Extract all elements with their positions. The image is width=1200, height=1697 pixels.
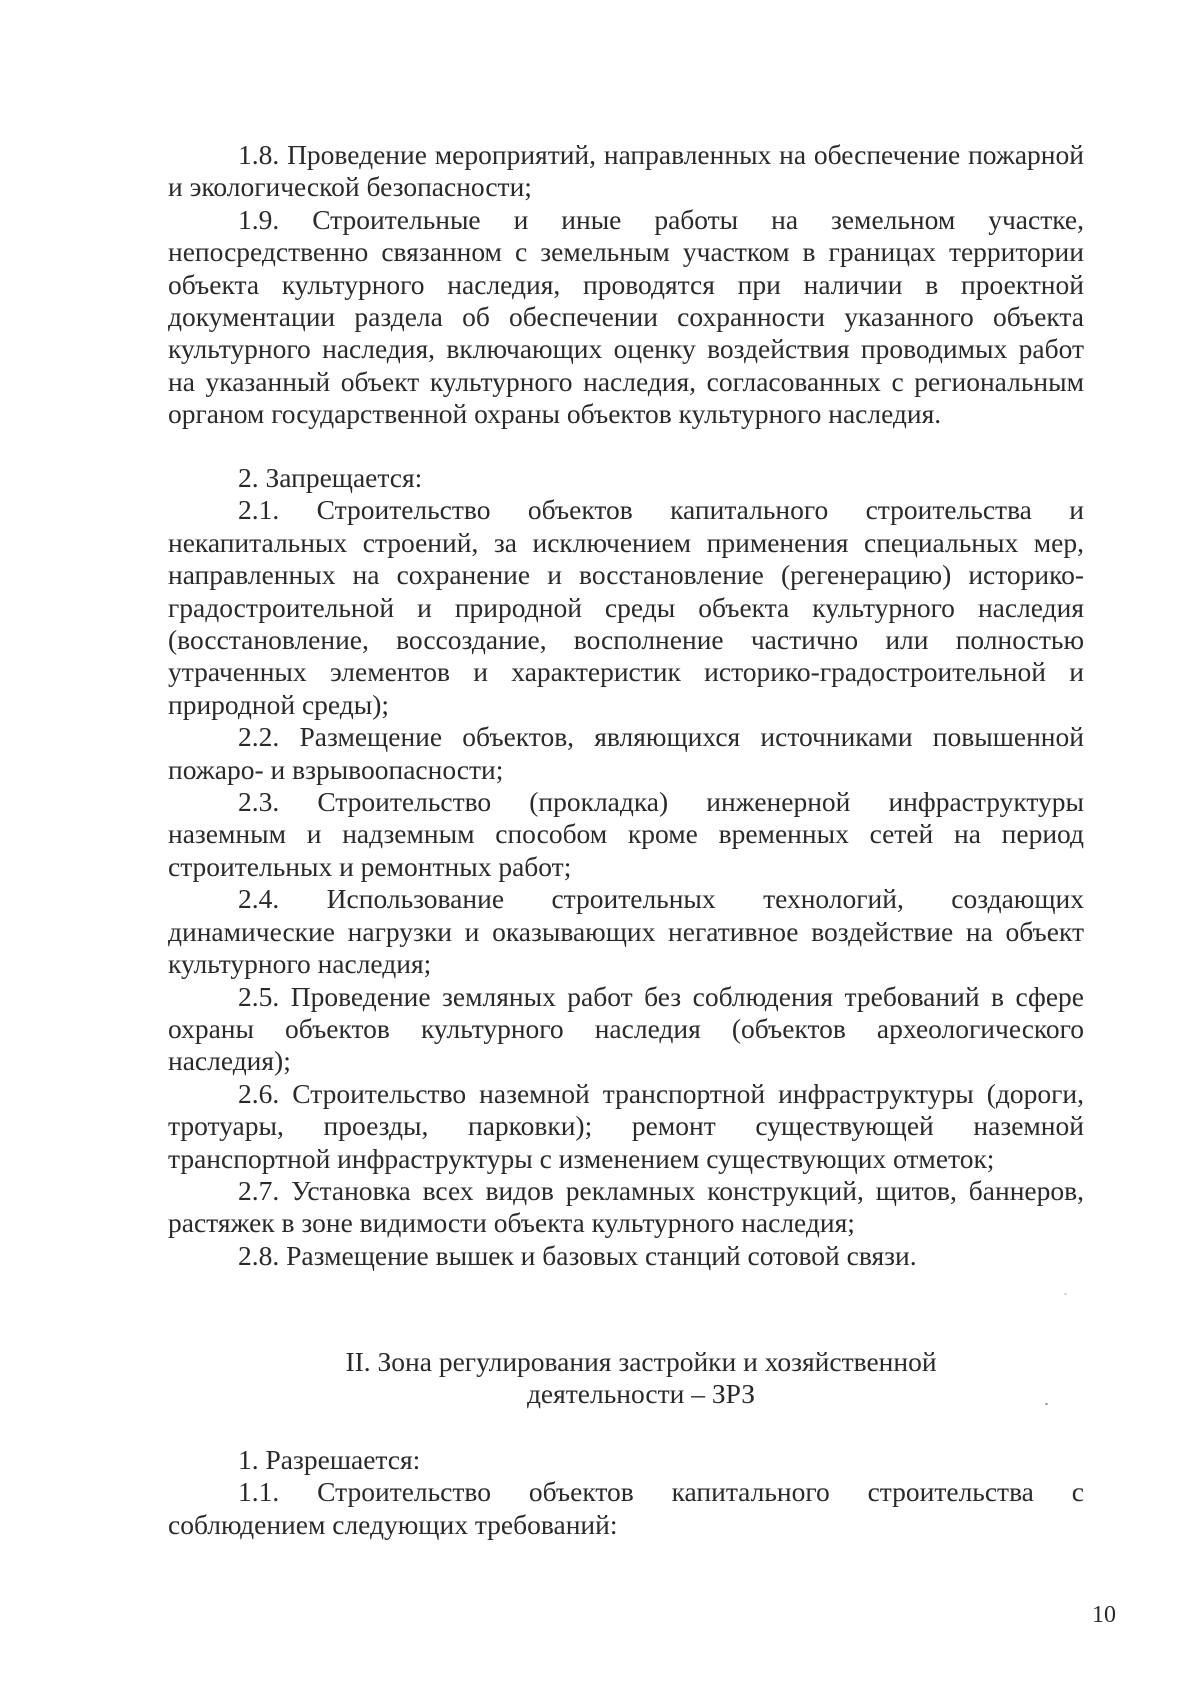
paragraph-1-1: 1.1. Строительство объектов капитального строительства с соблюдением следующих требований: <box>168 1476 1084 1540</box>
section-heading <box>168 1346 1084 1411</box>
text-block-permitted-measures <box>168 139 1084 431</box>
paragraph-1-9: 1.9. Строительные и иные работы на земельном участке, непосредственно связанном с земельным участком в границах территории объекта культурного наследия, проводятся при наличии в проектной документации раздела об обеспечении сохранности указанного объекта культурного наследия, включающих оценку воздействия проводимых работ на указанный объект культурного наследия, согласованных с региональным органом государственной охраны объектов культурного наследия. <box>168 203 1084 430</box>
text-block-prohibited <box>168 462 1084 1272</box>
section-heading-line-2: деятельности – ЗРЗ <box>526 1378 756 1410</box>
paragraph-1-8: 1.8. Проведение мероприятий, направленных на обеспечение пожарной и экологической безопасности; <box>168 139 1084 203</box>
paragraph-2-prohibited-heading: 2. Запрещается: <box>238 462 423 493</box>
page-number: 10 <box>1092 1602 1116 1628</box>
scan-speck <box>1045 1403 1048 1405</box>
paragraph-1-permitted-heading: 1. Разрешается: <box>238 1444 421 1475</box>
text-block-permitted <box>168 1444 1084 1541</box>
scan-speck <box>1064 1293 1067 1295</box>
paragraph-2-1: 2.1. Строительство объектов капитального строительства и некапитальных строений, за исключением применения специальных мер, направленных на сохранение и восстановление (регенерацию) историко-градостроительной и природной среды объекта культурного наследия (восстановление, воссоздание, восполнение частично или полностью утраченных элементов и характеристик историко-градостроительной и природной среды); <box>168 494 1084 720</box>
paragraph-2-5: 2.5. Проведение земляных работ без соблюдения требований в сфере охраны объектов культурного наследия (объектов археологического наследия); <box>168 980 1084 1077</box>
paragraph-2-8: 2.8. Размещение вышек и базовых станций сотовой связи. <box>238 1239 917 1271</box>
paragraph-2-2: 2.2. Размещение объектов, являющихся источниками повышенной пожаро- и взрывоопасности; <box>168 721 1084 785</box>
paragraph-2-6: 2.6. Строительство наземной транспортной инфраструктуры (дороги, тротуары, проезды, парковки); ремонт существующей наземной транспортной инфраструктуры с изменением существующих отметок; <box>168 1077 1084 1174</box>
section-heading-line-1: II. Зона регулирования застройки и хозяйственной <box>345 1346 937 1377</box>
paragraph-2-3: 2.3. Строительство (прокладка) инженерной инфраструктуры наземным и надземным способом кроме временных сетей на период строительных и ремонтных работ; <box>168 786 1084 882</box>
paragraph-2-7: 2.7. Установка всех видов рекламных конструкций, щитов, баннеров, растяжек в зоне видимости объекта культурного наследия; <box>168 1174 1084 1239</box>
paragraph-2-4: 2.4. Использование строительных технологий, создающих динамические нагрузки и оказывающих негативное воздействие на объект культурного наследия; <box>168 883 1084 980</box>
